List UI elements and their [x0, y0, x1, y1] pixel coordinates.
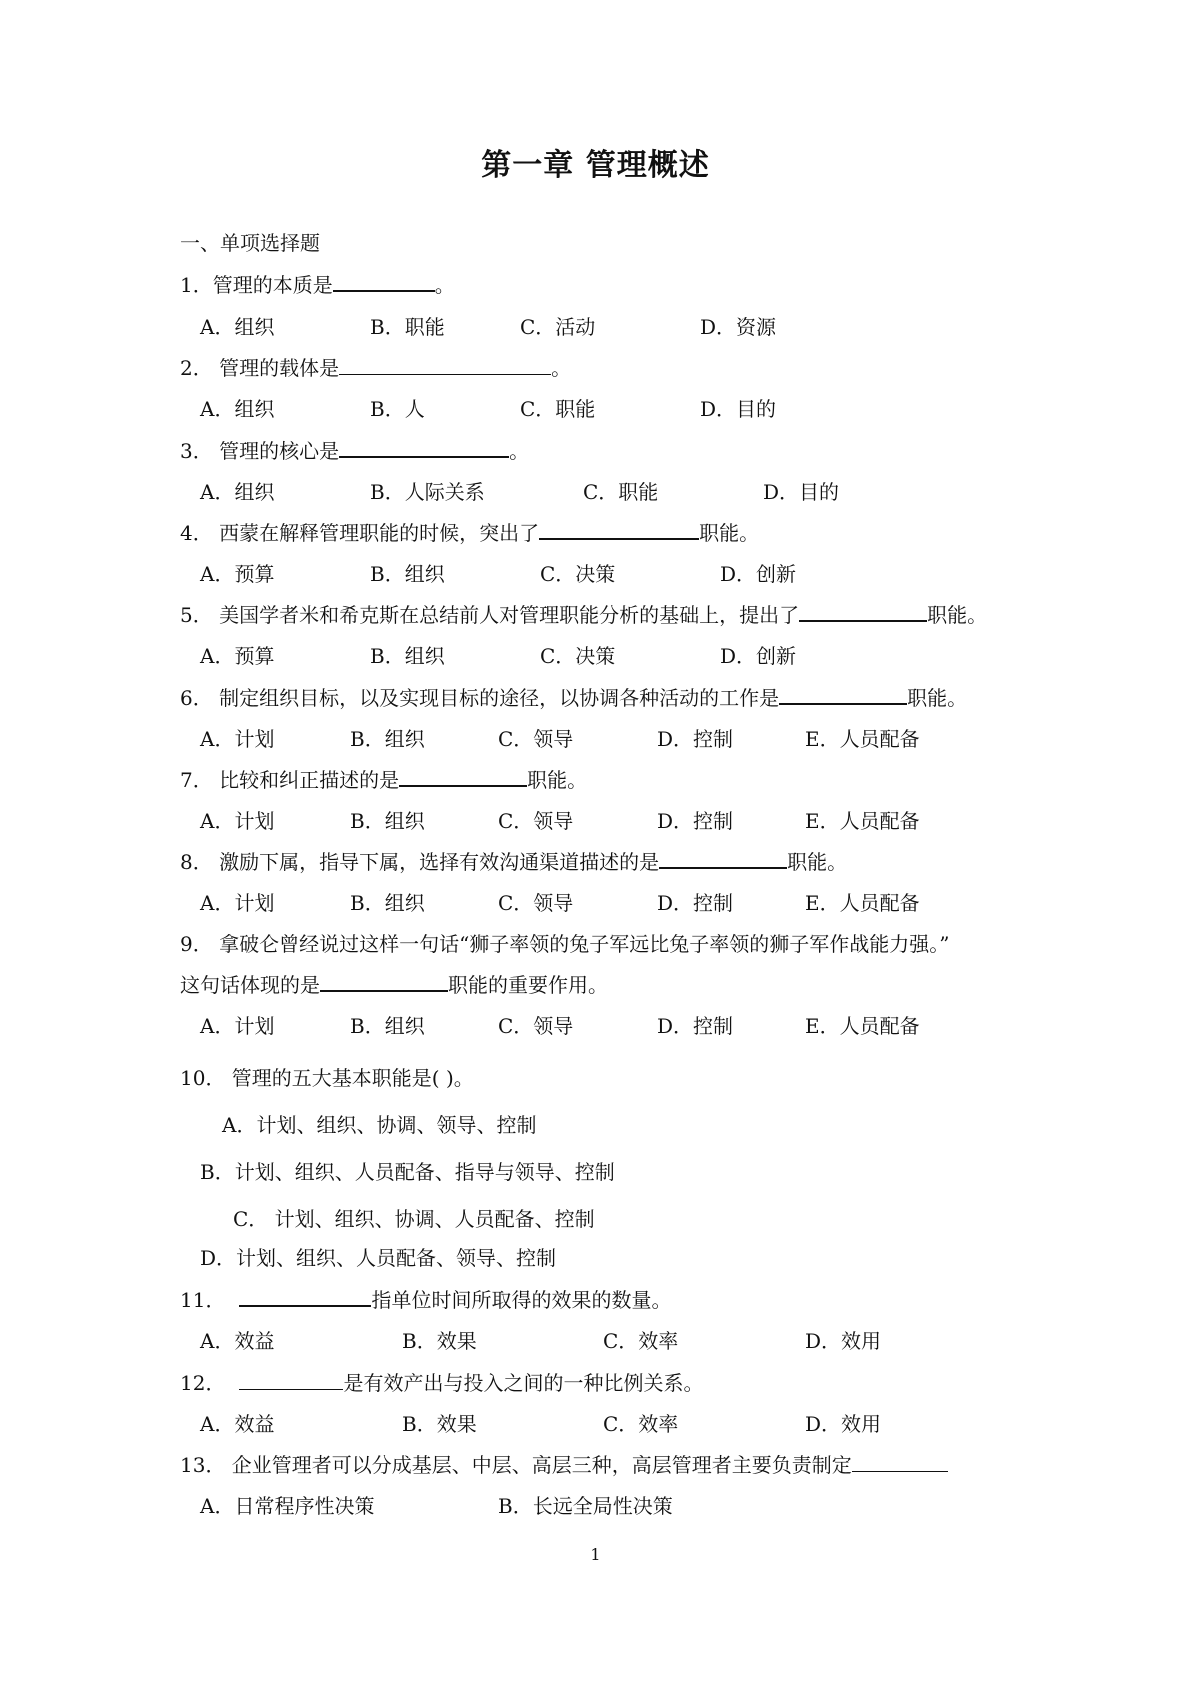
option-d: D．控制 — [657, 809, 734, 833]
option-a: A．计划、组织、协调、领导、控制 — [222, 1113, 537, 1137]
option-c: C．决策 — [540, 562, 616, 586]
option-d: D．效用 — [805, 1412, 882, 1436]
answer-blank — [539, 518, 699, 540]
option-b: B．组织 — [370, 562, 445, 586]
answer-blank — [659, 847, 787, 869]
option-a: A．计划 — [200, 727, 275, 751]
section-heading: 一、单项选择题 — [180, 231, 320, 255]
answer-blank — [239, 1369, 343, 1390]
question-4 — [180, 518, 759, 548]
option-d: D．计划、组织、人员配备、领导、控制 — [200, 1246, 557, 1270]
question-4-suffix: 职能。 — [699, 521, 760, 545]
option-e: E．人员配备 — [805, 727, 920, 751]
question-11 — [180, 1285, 671, 1315]
option-a: A．计划 — [200, 809, 275, 833]
option-d: D．目的 — [763, 480, 840, 504]
option-a: A．组织 — [200, 397, 275, 421]
question-6-text: 6． 制定组织目标，以及实现目标的途径，以协调各种活动的工作是 — [180, 686, 780, 710]
option-a: A．组织 — [200, 315, 275, 339]
option-d: D．控制 — [657, 891, 734, 915]
question-6 — [180, 683, 967, 713]
answer-blank — [779, 683, 907, 705]
page-number: 1 — [590, 1545, 601, 1564]
question-3 — [180, 436, 529, 466]
answer-blank — [399, 765, 527, 787]
option-b: B．组织 — [370, 644, 445, 668]
question-7 — [180, 765, 587, 795]
option-b: B．人 — [370, 397, 425, 421]
option-c: C．领导 — [498, 809, 574, 833]
option-b: B．组织 — [350, 727, 425, 751]
question-1-text: 1．管理的本质是 — [180, 273, 333, 297]
option-a: A．组织 — [200, 480, 275, 504]
option-a: A．预算 — [200, 562, 275, 586]
question-9-text: 这句话体现的是 — [180, 973, 320, 997]
question-3-suffix: 。 — [509, 439, 530, 463]
option-a: A．效益 — [200, 1329, 275, 1353]
option-b: B．长远全局性决策 — [498, 1494, 673, 1518]
answer-blank — [333, 270, 435, 292]
option-b: B．组织 — [350, 891, 425, 915]
option-b: B．职能 — [370, 315, 445, 339]
option-a: A．预算 — [200, 644, 275, 668]
option-c: C．效率 — [603, 1412, 679, 1436]
question-8 — [180, 847, 847, 877]
question-2-suffix: 。 — [551, 356, 572, 380]
option-b: B．效果 — [402, 1412, 477, 1436]
page-title: 第一章 管理概述 — [481, 148, 710, 183]
question-10: 10． 管理的五大基本职能是( )。 — [180, 1066, 474, 1090]
answer-blank — [339, 354, 551, 375]
option-c: C．效率 — [603, 1329, 679, 1353]
question-7-suffix: 职能。 — [527, 768, 588, 792]
option-a: A．计划 — [200, 891, 275, 915]
question-1-suffix: 。 — [434, 273, 455, 297]
option-d: D．创新 — [720, 644, 797, 668]
option-d: D．效用 — [805, 1329, 882, 1353]
option-c: C．活动 — [520, 315, 596, 339]
option-c: C．决策 — [540, 644, 616, 668]
answer-blank — [239, 1285, 371, 1307]
option-d: D．创新 — [720, 562, 797, 586]
question-8-suffix: 职能。 — [787, 850, 848, 874]
option-c: C．领导 — [498, 1014, 574, 1038]
option-d: D．控制 — [657, 727, 734, 751]
option-a: A．效益 — [200, 1412, 275, 1436]
option-b: B．组织 — [350, 809, 425, 833]
question-2 — [180, 353, 571, 383]
question-9-suffix: 职能的重要作用。 — [448, 973, 608, 997]
question-12-number: 12． — [180, 1371, 226, 1395]
question-7-text: 7． 比较和纠正描述的是 — [180, 768, 400, 792]
question-12-text: 是有效产出与投入之间的一种比例关系。 — [343, 1371, 704, 1395]
option-b: B．计划、组织、人员配备、指导与领导、控制 — [200, 1160, 615, 1184]
question-5-suffix: 职能。 — [927, 603, 988, 627]
answer-blank — [799, 600, 927, 622]
answer-blank — [320, 970, 448, 992]
question-11-number: 11． — [180, 1288, 226, 1312]
option-b: B．人际关系 — [370, 480, 485, 504]
option-e: E．人员配备 — [805, 809, 920, 833]
question-6-suffix: 职能。 — [907, 686, 968, 710]
option-e: E．人员配备 — [805, 891, 920, 915]
option-a: A．日常程序性决策 — [200, 1494, 375, 1518]
question-8-text: 8． 激励下属，指导下属，选择有效沟通渠道描述的是 — [180, 850, 660, 874]
option-d: D．资源 — [700, 315, 777, 339]
question-11-text: 指单位时间所取得的效果的数量。 — [371, 1288, 672, 1312]
option-c: C．职能 — [583, 480, 659, 504]
option-c: C． 计划、组织、协调、人员配备、控制 — [233, 1207, 595, 1231]
question-12 — [180, 1368, 703, 1398]
option-d: D．目的 — [700, 397, 777, 421]
question-1 — [180, 270, 455, 300]
question-9-continuation — [180, 970, 608, 1000]
question-4-text: 4． 西蒙在解释管理职能的时候，突出了 — [180, 521, 540, 545]
option-d: D．控制 — [657, 1014, 734, 1038]
question-5-text: 5． 美国学者米和希克斯在总结前人对管理职能分析的基础上，提出了 — [180, 603, 800, 627]
question-2-text: 2． 管理的载体是 — [180, 356, 340, 380]
question-13 — [180, 1450, 948, 1480]
option-c: C．职能 — [520, 397, 596, 421]
option-b: B．组织 — [350, 1014, 425, 1038]
answer-blank — [339, 436, 509, 458]
option-b: B．效果 — [402, 1329, 477, 1353]
option-a: A．计划 — [200, 1014, 275, 1038]
answer-blank — [852, 1451, 948, 1472]
option-c: C．领导 — [498, 727, 574, 751]
question-5 — [180, 600, 987, 630]
question-13-text: 13． 企业管理者可以分成基层、中层、高层三种，高层管理者主要负责制定 — [180, 1453, 852, 1477]
question-3-text: 3． 管理的核心是 — [180, 439, 340, 463]
question-9: 9． 拿破仑曾经说过这样一句话“狮子率领的兔子军远比兔子率领的狮子军作战能力强。” — [180, 932, 950, 956]
option-e: E．人员配备 — [805, 1014, 920, 1038]
option-c: C．领导 — [498, 891, 574, 915]
